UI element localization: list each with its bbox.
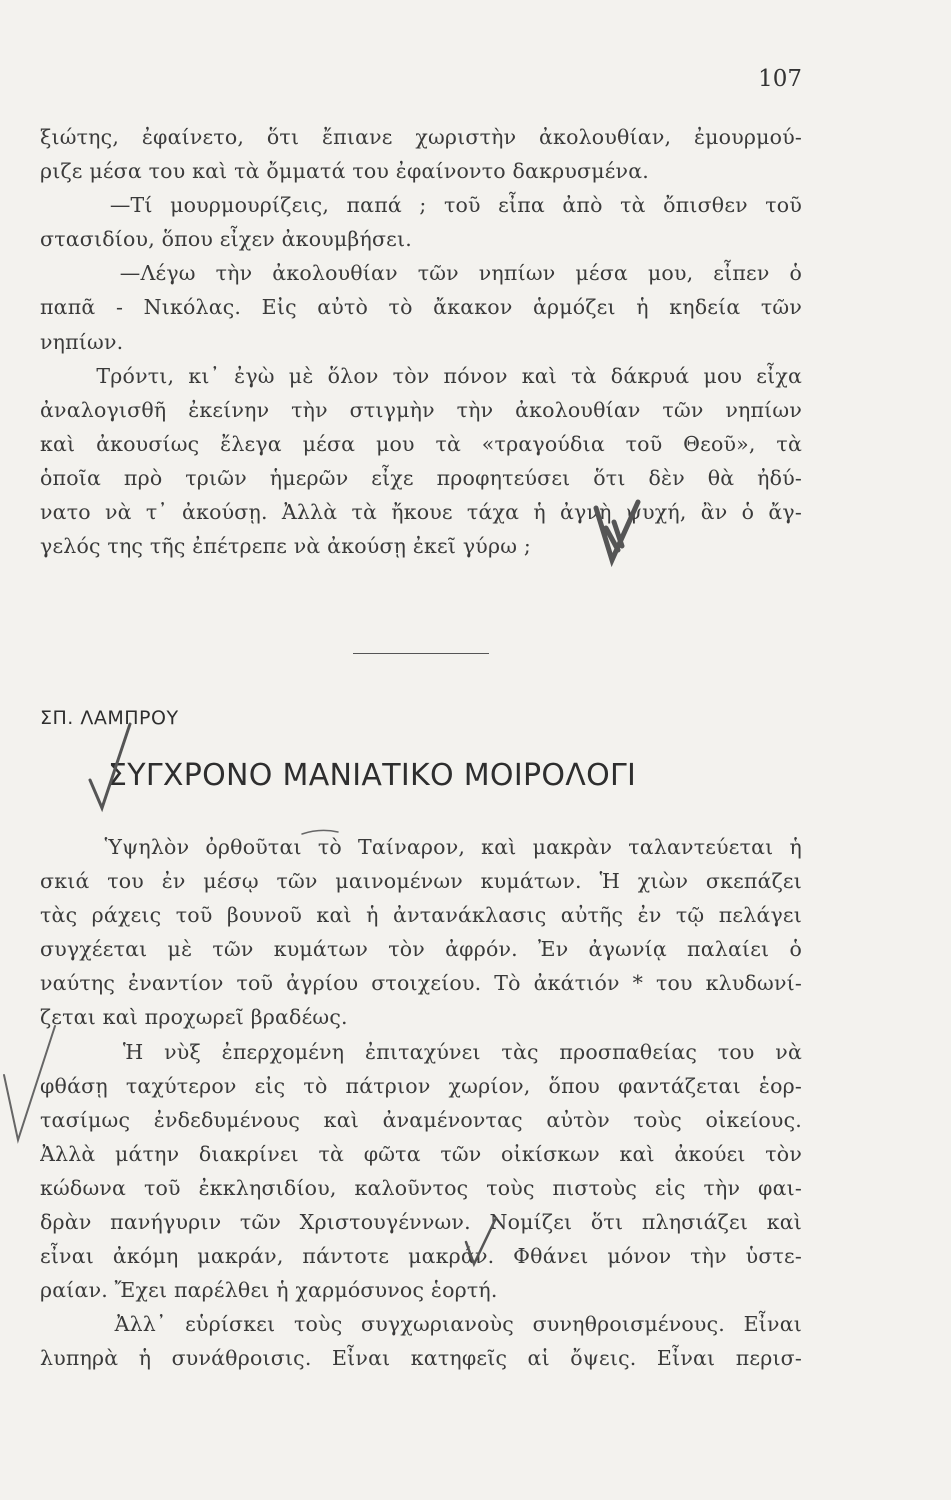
text-line: παπᾶ - Νικόλας. Εἰς αὐτὸ τὸ ἄκακον ἁρμόζει ἡ κηδεία τῶν bbox=[40, 295, 802, 320]
article-text-block bbox=[40, 830, 802, 1376]
text-line: Ὑψηλὸν ὀρθοῦται τὸ Ταίναρον, καὶ μακρὰν ταλαντεύεται ἡ bbox=[40, 835, 802, 859]
text-line: καὶ ἀκουσίως ἔλεγα μέσα μου τὰ «τραγούδια τοῦ Θεοῦ», τὰ bbox=[40, 431, 802, 456]
text-line: στασιδίου, ὅπου εἶχεν ἀκουμβήσει. bbox=[40, 227, 412, 252]
text-line: ὁποῖα πρὸ τριῶν ἡμερῶν εἶχε προφητεύσει ὅτι δὲν θὰ ἠδύ- bbox=[40, 465, 802, 490]
author-name: ΣΠ. ΛΑΜΠΡΟΥ bbox=[40, 707, 179, 729]
text-line: φθάσῃ ταχύτερον εἰς τὸ πάτριον χωρίον, ὅπου φαντάζεται ἑορ- bbox=[40, 1073, 802, 1098]
page-number: 107 bbox=[758, 66, 802, 92]
text-line: ξιώτης, ἐφαίνετο, ὅτι ἔπιανε χωριστὴν ἀκολουθίαν, ἐμουρμού- bbox=[40, 125, 802, 149]
text-line: δρὰν πανήγυριν τῶν Χριστουγέννων. Νομίζει ὅτι πλησιάζει καὶ bbox=[40, 1210, 802, 1235]
text-line: γελός της τῆς ἐπέτρεπε νὰ ἀκούσῃ ἐκεῖ γύρω ; bbox=[40, 534, 531, 559]
text-line: ναύτης ἐναντίον τοῦ ἀγρίου στοιχείου. Τὸ ἀκάτιόν * του κλυδωνί- bbox=[40, 971, 802, 996]
text-line: συγχέεται μὲ τῶν κυμάτων τὸν ἀφρόν. Ἐν ἀγωνίᾳ παλαίει ὁ bbox=[40, 937, 802, 962]
text-line: Ἡ νὺξ ἐπερχομένη ἐπιταχύνει τὰς προσπαθείας του νὰ bbox=[40, 1039, 802, 1064]
article-title: ΣΥΓΧΡΟΝΟ ΜΑΝΙΑΤΙΚΟ ΜΟΙΡΟΛΟΓΙ bbox=[108, 758, 637, 793]
top-text-block bbox=[40, 120, 802, 563]
section-divider bbox=[353, 653, 489, 654]
text-line: εἶναι ἀκόμη μακράν, πάντοτε μακράν. Φθάνει μόνον τὴν ὑστε- bbox=[40, 1244, 802, 1269]
text-line: κώδωνα τοῦ ἐκκλησιδίου, καλοῦντος τοὺς πιστοὺς εἰς τὴν φαι- bbox=[40, 1175, 802, 1200]
text-line: σκιά του ἐν μέσῳ τῶν μαινομένων κυμάτων. Ἡ χιὼν σκεπάζει bbox=[40, 869, 802, 894]
text-line: ζεται καὶ προχωρεῖ βραδέως. bbox=[40, 1005, 348, 1030]
text-line: λυπηρὰ ἡ συνάθροισις. Εἶναι κατηφεῖς αἱ ὄψεις. Εἶναι περισ- bbox=[40, 1346, 802, 1371]
text-line: νηπίων. bbox=[40, 329, 124, 354]
text-line: τὰς ράχεις τοῦ βουνοῦ καὶ ἡ ἀντανάκλασις αὐτῆς ἐν τῷ πελάγει bbox=[40, 903, 802, 928]
text-line: τασίμως ἐνδεδυμένους καὶ ἀναμένοντας αὐτὸν τοὺς οἰκείους. bbox=[40, 1107, 802, 1132]
text-line: ριζε μέσα του καὶ τὰ ὄμματά του ἐφαίνοντο δακρυσμένα. bbox=[40, 159, 649, 184]
text-line: —Τί μουρμουρίζεις, παπά ; τοῦ εἶπα ἀπὸ τὰ ὄπισθεν τοῦ bbox=[40, 193, 802, 218]
text-line: νατο νὰ τ᾿ ἀκούσῃ. Ἀλλὰ τὰ ἤκουε τάχα ἡ ἀγνὴ ψυχή, ἂν ὁ ἄγ- bbox=[40, 500, 802, 525]
text-line: ραίαν. Ἔχει παρέλθει ἡ χαρμόσυνος ἑορτή. bbox=[40, 1278, 498, 1303]
text-line: ἀναλογισθῆ ἐκείνην τὴν στιγμὴν τὴν ἀκολουθίαν τῶν νηπίων bbox=[40, 397, 802, 422]
text-line: Ἀλλὰ μάτην διακρίνει τὰ φῶτα τῶν οἰκίσκων καὶ ἀκούει τὸν bbox=[40, 1141, 802, 1166]
text-line: —Λέγω τὴν ἀκολουθίαν τῶν νηπίων μέσα μου, εἶπεν ὁ bbox=[40, 261, 802, 286]
text-line: Τρόντι, κι᾿ ἐγὼ μὲ ὅλον τὸν πόνον καὶ τὰ δάκρυά μου εἶχα bbox=[40, 363, 802, 388]
text-line: Ἀλλ᾿ εὑρίσκει τοὺς συγχωριανοὺς συνηθροισμένους. Εἶναι bbox=[40, 1312, 802, 1337]
